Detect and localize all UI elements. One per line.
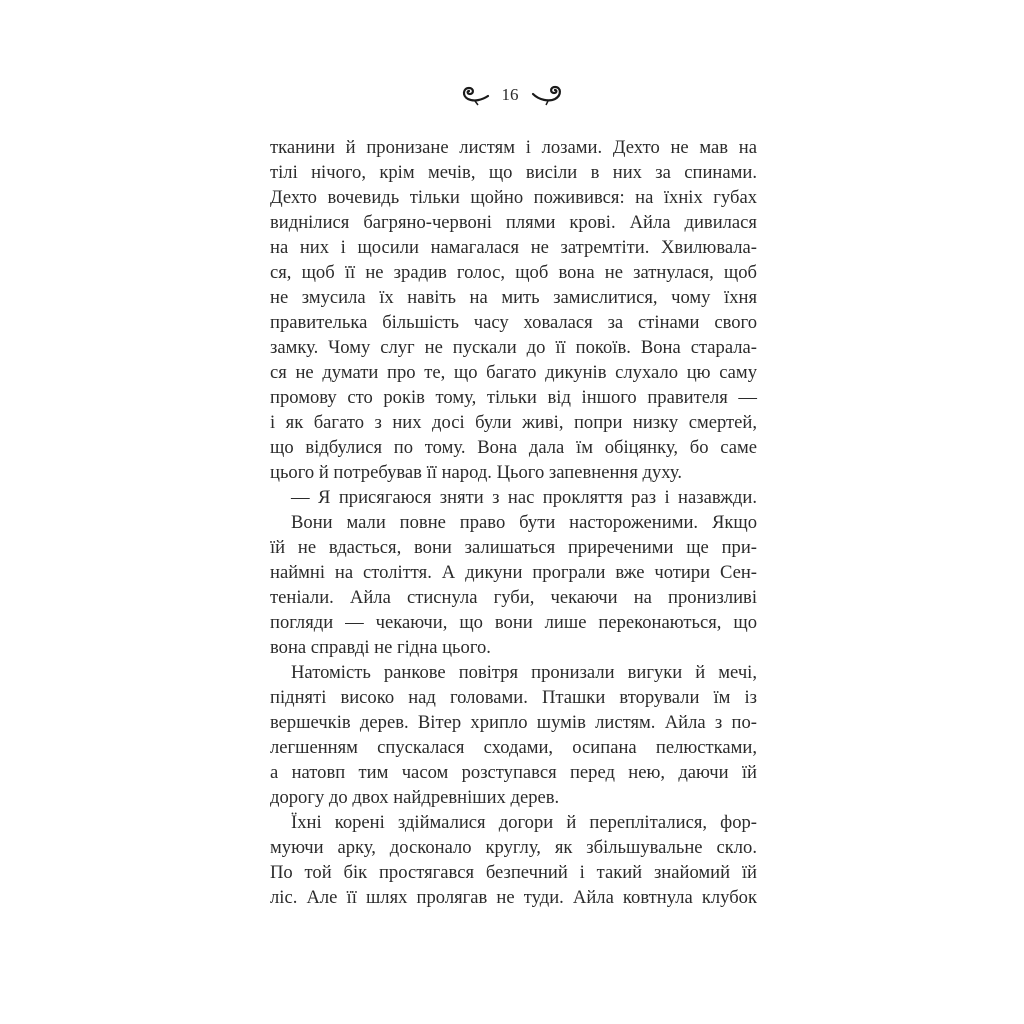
text-line: їй не вдасться, вони залишаться приреченими ще при- bbox=[270, 537, 757, 558]
text-line: Вони мали повне право бути настороженими. Якщо bbox=[291, 512, 757, 533]
text-line: погляди — чекаючи, що вони лише переконаються, що bbox=[270, 612, 757, 633]
right-flourish-icon bbox=[531, 84, 565, 106]
text-line: — Я присягаюся зняти з нас прокляття раз і назавжди. bbox=[291, 487, 757, 508]
text-line: ліс. Але її шлях пролягав не туди. Айла ковтнула клубок bbox=[270, 887, 757, 908]
text-line: дорогу до двох найдревніших дерев. bbox=[270, 787, 560, 808]
text-line: муючи арку, досконало круглу, як збільшувальне скло. bbox=[270, 837, 757, 858]
text-line: По той бік простягався безпечний і такий знайомий їй bbox=[270, 862, 757, 883]
text-line: тілі нічого, крім мечів, що висіли в них за спинами. bbox=[270, 162, 757, 183]
text-line: вершечків дерев. Вітер хрипло шумів листям. Айла з по- bbox=[270, 712, 757, 733]
text-line: правителька більшість часу ховалася за стінами свого bbox=[270, 312, 757, 333]
text-line: ся не думати про те, що багато дикунів слухало цю саму bbox=[270, 362, 757, 383]
text-line: що відбулися по тому. Вона дала їм обіцянку, бо саме bbox=[270, 437, 757, 458]
text-line: а натовп тим часом розступався перед нею, даючи їй bbox=[270, 762, 757, 783]
text-line: на них і щосили намагалася не затремтіти. Хвилювала- bbox=[270, 237, 757, 258]
body-text bbox=[270, 135, 757, 910]
text-line: промову сто років тому, тільки від іншого правителя — bbox=[270, 387, 757, 408]
text-line: підняті високо над головами. Пташки вторували їм із bbox=[270, 687, 757, 708]
text-line: ся, щоб її не зрадив голос, щоб вона не затнулася, щоб bbox=[270, 262, 757, 283]
page-number: 16 bbox=[501, 85, 519, 104]
text-line: Їхні корені здіймалися догори й перепліталися, фор- bbox=[291, 812, 757, 833]
text-line: виднілися багряно-червоні плями крові. Айла дивилася bbox=[270, 212, 757, 233]
text-line: цього й потребував її народ. Цього запевнення духу. bbox=[270, 462, 682, 483]
left-flourish-icon bbox=[460, 84, 490, 106]
text-line: тканини й пронизане листям і лозами. Дехто не мав на bbox=[270, 137, 757, 158]
page-header bbox=[0, 80, 1024, 110]
text-line: легшенням спускалася сходами, осипана пелюстками, bbox=[270, 737, 757, 758]
text-line: наймні на століття. А дикуни програли вже чотири Сен- bbox=[270, 562, 757, 583]
text-line: і як багато з них досі були живі, попри низку смертей, bbox=[270, 412, 757, 433]
text-line: замку. Чому слуг не пускали до її покоїв. Вона старала- bbox=[270, 337, 757, 358]
text-line: Натомість ранкове повітря пронизали вигуки й мечі, bbox=[291, 662, 757, 683]
text-line: вона справді не гідна цього. bbox=[270, 637, 491, 658]
text-line: Дехто вочевидь тільки щойно поживився: на їхніх губах bbox=[270, 187, 757, 208]
text-line: не змусила їх навіть на мить замислитися, чому їхня bbox=[270, 287, 757, 308]
text-line: теніали. Айла стиснула губи, чекаючи на пронизливі bbox=[270, 587, 757, 608]
